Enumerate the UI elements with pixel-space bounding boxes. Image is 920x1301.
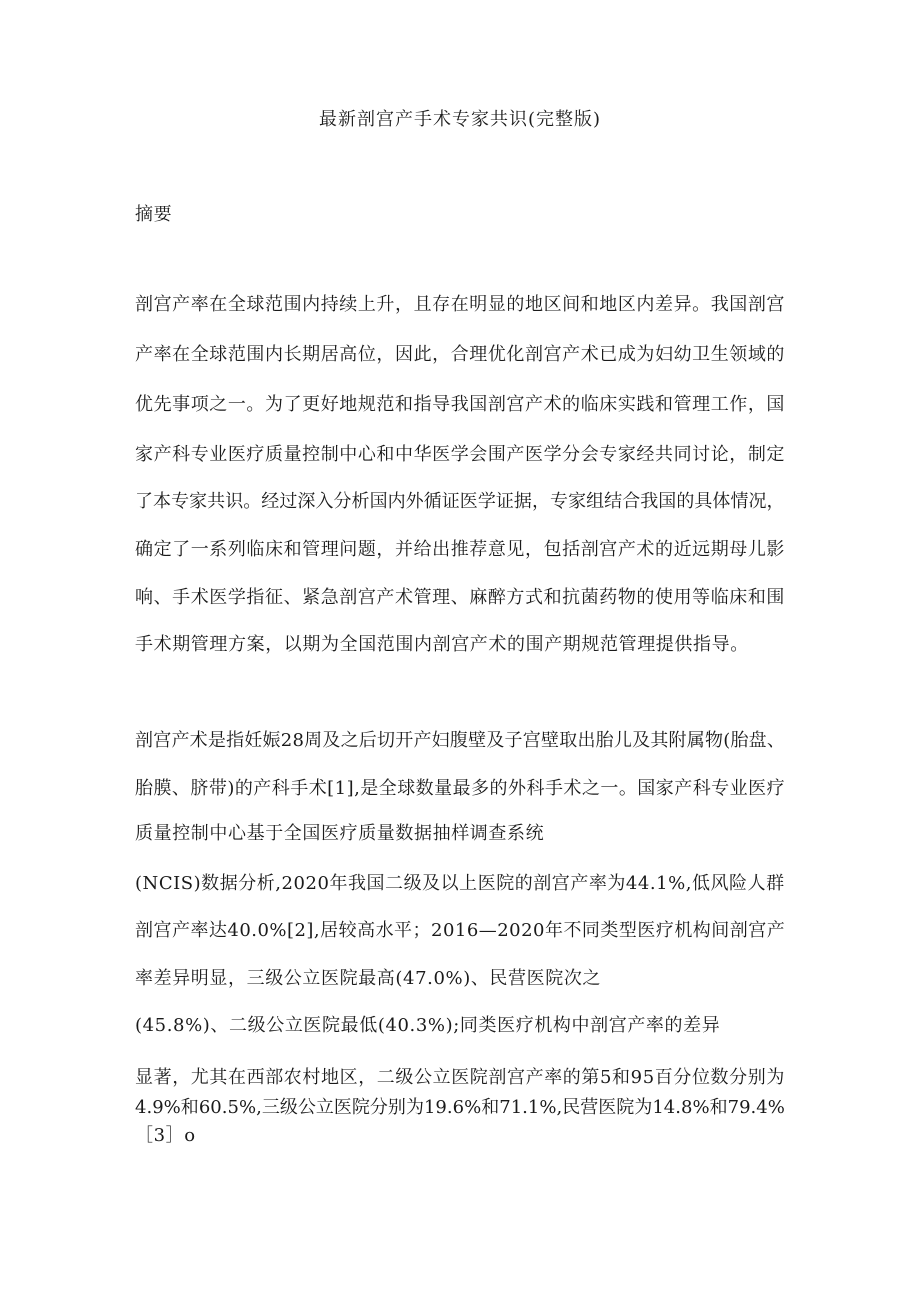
paragraph-line: 显著，尤其在西部农村地区，二级公立医院剖宫产率的第5和95百分位数分别为: [135, 1067, 785, 1088]
paragraph-line: 剖宫产率在全球范围内持续上升，且存在明显的地区间和地区内差异。我国剖宫: [135, 294, 785, 315]
paragraph-line: 胎膜、脐带)的产科手术[1],是全球数量最多的外科手术之一。国家产科专业医疗: [135, 778, 786, 799]
paragraph-line: 质量控制中心基于全国医疗质量数据抽样调查系统: [135, 823, 545, 844]
paragraph-line: 家产科专业医疗质量控制中心和中华医学会围产医学分会专家经共同讨论，制定: [135, 444, 785, 465]
paragraph-line: (NCIS)数据分析,2020年我国二级及以上医院的剖宫产率为44.1%,低风险人群: [135, 873, 785, 894]
paragraph-line: 率差异明显，三级公立医院最高(47.0%)、民营医院次之: [135, 968, 602, 989]
paragraph-line: 了本专家共识。经过深入分析国内外循证医学证据，专家组结合我国的具体情况，: [135, 491, 785, 512]
paragraph-line: 剖宫产率达40.0%[2],居较高水平；2016—2020年不同类型医疗机构间剖宫产: [135, 920, 786, 941]
paragraph-line: 产率在全球范围内长期居高位，因此，合理优化剖宫产术已成为妇幼卫生领域的: [135, 344, 785, 365]
page-title: 最新剖宫产手术专家共识(完整版): [318, 109, 602, 130]
abstract-heading: 摘要: [135, 204, 173, 225]
paragraph-line: 优先事项之一。为了更好地规范和指导我国剖宫产术的临床实践和管理工作，国: [135, 394, 785, 415]
paragraph-line: 响、手术医学指征、紧急剖宫产术管理、麻醉方式和抗菌药物的使用等临床和围: [135, 587, 785, 608]
paragraph-line: ［3］o: [135, 1125, 196, 1146]
paragraph-line: 4.9%和60.5%,三级公立医院分别为19.6%和71.1%,民营医院为14.8%和79.4%: [135, 1097, 785, 1118]
paragraph-line: 剖宫产术是指妊娠28周及之后切开产妇腹壁及子宫壁取出胎儿及其附属物(胎盘、: [135, 730, 786, 751]
paragraph-line: 确定了一系列临床和管理问题，并给出推荐意见，包括剖宫产术的近远期母儿影: [135, 539, 785, 560]
paragraph-line: 手术期管理方案，以期为全国范围内剖宫产术的围产期规范管理提供指导。: [135, 634, 749, 655]
paragraph-line: (45.8%)、二级公立医院最低(40.3%);同类医疗机构中剖宫产率的差异: [135, 1015, 721, 1036]
